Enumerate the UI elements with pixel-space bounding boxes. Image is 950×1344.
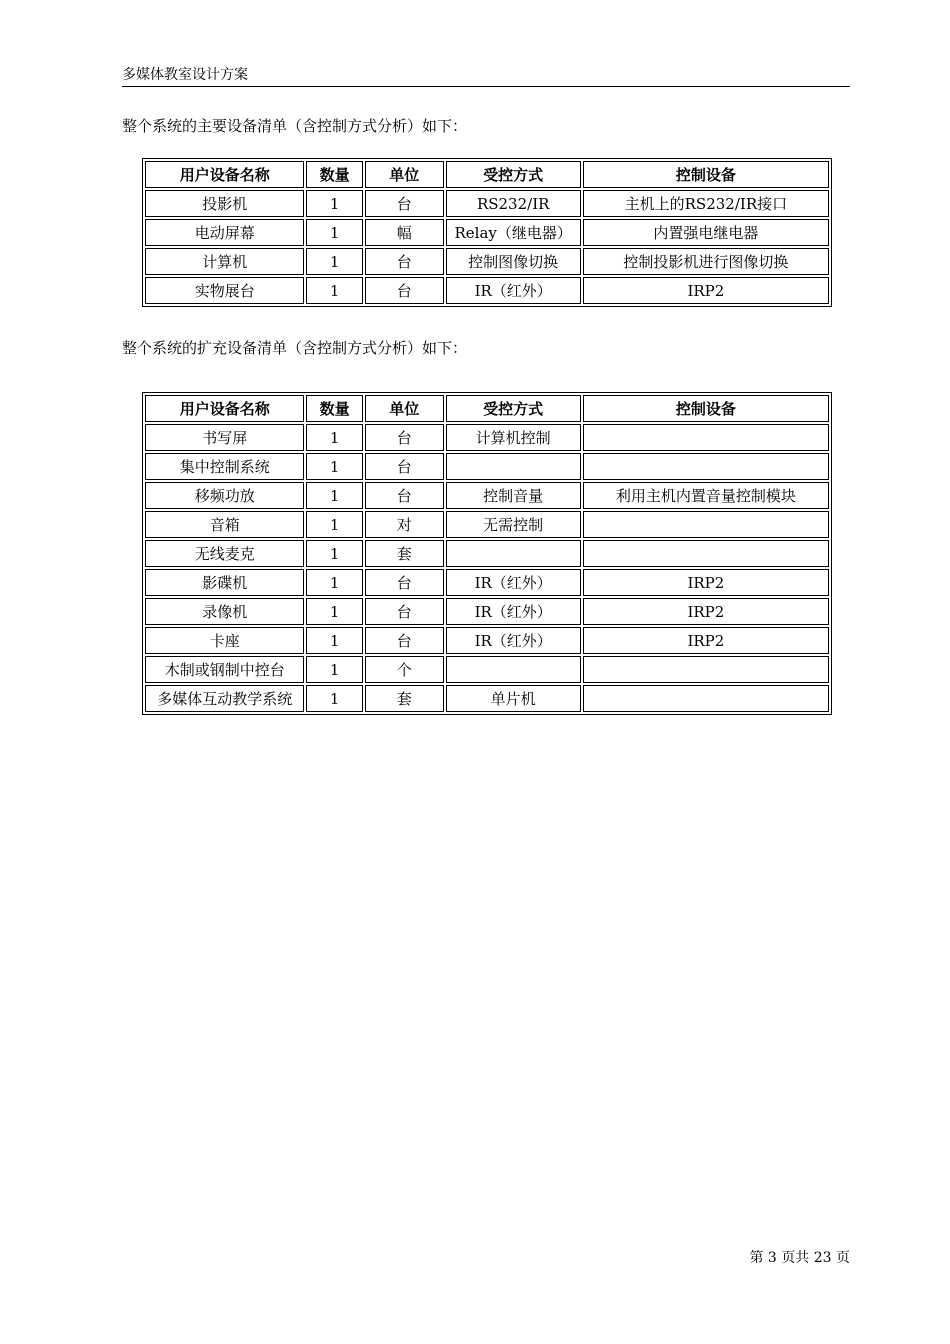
table-row <box>145 511 829 538</box>
table-cell: 台 <box>365 569 444 596</box>
table-cell: 计算机控制 <box>446 424 581 451</box>
table-cell: 单片机 <box>446 685 581 712</box>
table-cell: 1 <box>306 424 363 451</box>
table-row <box>145 424 829 451</box>
table-cell <box>583 656 829 683</box>
table-cell: 实物展台 <box>145 277 304 304</box>
table-cell: 台 <box>365 598 444 625</box>
column-header: 单位 <box>365 161 444 188</box>
table-cell: 1 <box>306 540 363 567</box>
table-cell: 套 <box>365 540 444 567</box>
table-cell: 1 <box>306 685 363 712</box>
table-cell: 投影机 <box>145 190 304 217</box>
table-cell: RS232/IR <box>446 190 581 217</box>
table-header <box>145 395 829 422</box>
table-cell: 1 <box>306 453 363 480</box>
table-cell: 幅 <box>365 219 444 246</box>
column-header: 受控方式 <box>446 395 581 422</box>
table-cell: 移频功放 <box>145 482 304 509</box>
table-header <box>145 161 829 188</box>
column-header: 控制设备 <box>583 395 829 422</box>
table-cell: 多媒体互动教学系统 <box>145 685 304 712</box>
table-cell: 台 <box>365 453 444 480</box>
table-cell: IR（红外） <box>446 627 581 654</box>
table-cell: IR（红外） <box>446 598 581 625</box>
table-cell: 无线麦克 <box>145 540 304 567</box>
table-row <box>145 219 829 246</box>
table-cell: 木制或钢制中控台 <box>145 656 304 683</box>
table-cell <box>446 540 581 567</box>
header-row <box>145 161 829 188</box>
table-cell: 利用主机内置音量控制模块 <box>583 482 829 509</box>
table-cell: 控制图像切换 <box>446 248 581 275</box>
table-cell: 台 <box>365 482 444 509</box>
table-cell <box>583 540 829 567</box>
table-row <box>145 453 829 480</box>
header-row <box>145 395 829 422</box>
table-cell: 控制投影机进行图像切换 <box>583 248 829 275</box>
table-row <box>145 248 829 275</box>
table-cell: IRP2 <box>583 598 829 625</box>
column-header: 数量 <box>306 161 363 188</box>
table-cell: 台 <box>365 248 444 275</box>
table-cell: 1 <box>306 511 363 538</box>
table-cell: 台 <box>365 627 444 654</box>
table-cell: 录像机 <box>145 598 304 625</box>
table-row <box>145 656 829 683</box>
table-cell: 书写屏 <box>145 424 304 451</box>
table-cell: 1 <box>306 219 363 246</box>
table-cell: 1 <box>306 248 363 275</box>
table-row <box>145 627 829 654</box>
table-row <box>145 540 829 567</box>
table-cell <box>446 656 581 683</box>
expansion-equipment-intro: 整个系统的扩充设备清单（含控制方式分析）如下： <box>122 339 468 357</box>
table-row <box>145 277 829 304</box>
table-cell <box>583 424 829 451</box>
expansion-equipment-table <box>142 392 832 715</box>
table-cell: 套 <box>365 685 444 712</box>
table-cell: 内置强电继电器 <box>583 219 829 246</box>
table-cell: 影碟机 <box>145 569 304 596</box>
table-cell: 个 <box>365 656 444 683</box>
table-row <box>145 598 829 625</box>
table-cell: IR（红外） <box>446 569 581 596</box>
table-body <box>145 190 829 304</box>
table-cell <box>583 511 829 538</box>
table-cell: IRP2 <box>583 627 829 654</box>
table-cell: 台 <box>365 424 444 451</box>
table-cell <box>446 453 581 480</box>
table-cell: 音箱 <box>145 511 304 538</box>
table-cell: IR（红外） <box>446 277 581 304</box>
table-cell: 1 <box>306 482 363 509</box>
page-number: 第 3 页共 23 页 <box>749 1250 850 1266</box>
table-cell: 卡座 <box>145 627 304 654</box>
table-cell: Relay（继电器） <box>446 219 581 246</box>
column-header: 受控方式 <box>446 161 581 188</box>
table-row <box>145 685 829 712</box>
table-body <box>145 424 829 712</box>
table-row <box>145 482 829 509</box>
table-cell: 对 <box>365 511 444 538</box>
table-cell: 1 <box>306 656 363 683</box>
table-cell: 1 <box>306 190 363 217</box>
table-cell <box>583 453 829 480</box>
table-cell: 无需控制 <box>446 511 581 538</box>
column-header: 用户设备名称 <box>145 395 304 422</box>
column-header: 用户设备名称 <box>145 161 304 188</box>
table-cell: 主机上的RS232/IR接口 <box>583 190 829 217</box>
table-cell: IRP2 <box>583 277 829 304</box>
table-cell: 1 <box>306 569 363 596</box>
table-row <box>145 569 829 596</box>
table-cell <box>583 685 829 712</box>
table-cell: 台 <box>365 277 444 304</box>
table-cell: 1 <box>306 598 363 625</box>
column-header: 数量 <box>306 395 363 422</box>
table-cell: IRP2 <box>583 569 829 596</box>
table-cell: 台 <box>365 190 444 217</box>
main-equipment-table <box>142 158 832 307</box>
column-header: 单位 <box>365 395 444 422</box>
table-cell: 电动屏幕 <box>145 219 304 246</box>
table-row <box>145 190 829 217</box>
column-header: 控制设备 <box>583 161 829 188</box>
page-header: 多媒体教室设计方案 <box>122 66 850 87</box>
table-cell: 控制音量 <box>446 482 581 509</box>
table-cell: 计算机 <box>145 248 304 275</box>
table-cell: 集中控制系统 <box>145 453 304 480</box>
table-cell: 1 <box>306 627 363 654</box>
main-equipment-intro: 整个系统的主要设备清单（含控制方式分析）如下： <box>122 117 468 135</box>
table-cell: 1 <box>306 277 363 304</box>
